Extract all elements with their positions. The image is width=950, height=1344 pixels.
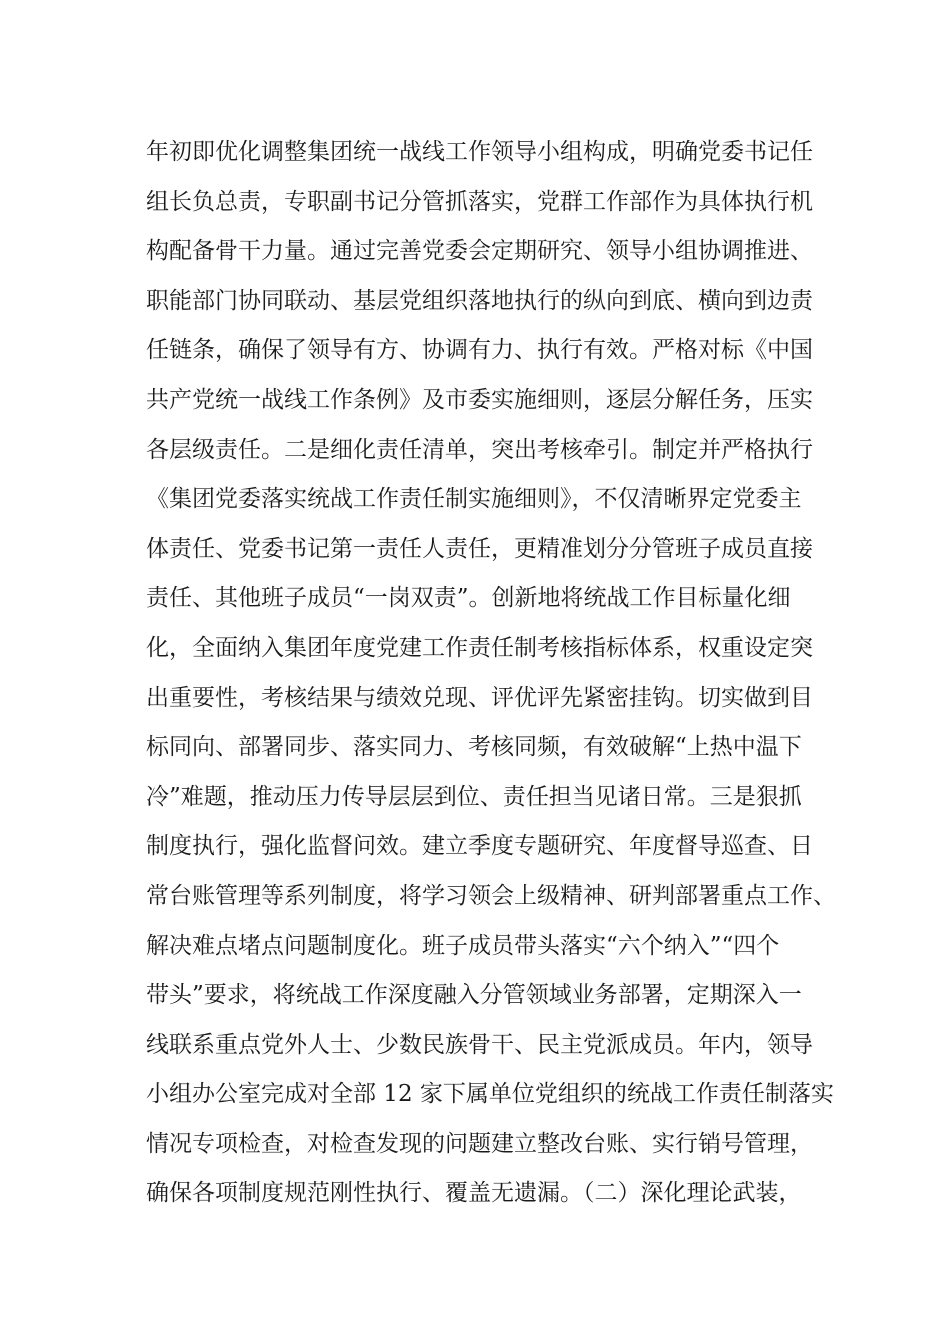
text-line: 线联系重点党外人士、少数民族骨干、民主党派成员。年内，领导	[146, 1031, 813, 1058]
text-line: 任链条，确保了领导有方、协调有力、执行有效。严格对标《中国	[146, 337, 813, 364]
text-line: 小组办公室完成对全部 12 家下属单位党组织的统战工作责任制落实	[146, 1081, 834, 1108]
text-line: 年初即优化调整集团统一战线工作领导小组构成，明确党委书记任	[146, 139, 813, 165]
text-line: 制度执行，强化监督问效。建立季度专题研究、年度督导巡查、日	[146, 833, 813, 860]
text-line: 情况专项检查，对检查发现的问题建立整改台账、实行销号管理，	[146, 1130, 813, 1157]
text-line: 各层级责任。二是细化责任清单，突出考核牵引。制定并严格执行	[146, 436, 813, 463]
text-line: 冷”难题，推动压力传导层层到位、责任担当见诸日常。三是狠抓	[146, 783, 802, 810]
text-line: 常台账管理等系列制度，将学习领会上级精神、研判部署重点工作、	[146, 882, 836, 909]
text-line: 带头”要求，将统战工作深度融入分管领域业务部署，定期深入一	[146, 982, 802, 1009]
text-line: 责任、其他班子成员“一岗双责”。创新地将统战工作目标量化细	[146, 585, 791, 612]
text-line: 化，全面纳入集团年度党建工作责任制考核指标体系，权重设定突	[146, 634, 813, 661]
text-line: 出重要性，考核结果与绩效兑现、评优评先紧密挂钩。切实做到目	[146, 684, 813, 711]
text-line: 《集团党委落实统战工作责任制实施细则》，不仅清晰界定党委主	[146, 486, 802, 513]
text-line: 组长负总责，专职副书记分管抓落实，党群工作部作为具体执行机	[146, 188, 813, 215]
text-line: 职能部门协同联动、基层党组织落地执行的纵向到底、横向到边责	[146, 287, 813, 314]
text-line: 体责任、党委书记第一责任人责任，更精准划分分管班子成员直接	[146, 535, 813, 562]
text-line: 共产党统一战线工作条例》及市委实施细则，逐层分解任务，压实	[146, 386, 813, 413]
body-text	[146, 128, 836, 1219]
text-line: 确保各项制度规范刚性执行、覆盖无遗漏。（二）深化理论武装，	[146, 1180, 802, 1207]
text-line: 解决难点堵点问题制度化。班子成员带头落实“六个纳入”“四个	[146, 932, 780, 959]
text-line: 标同向、部署同步、落实同力、考核同频，有效破解“上热中温下	[146, 734, 802, 761]
text-line: 构配备骨干力量。通过完善党委会定期研究、领导小组协调推进、	[146, 238, 813, 265]
